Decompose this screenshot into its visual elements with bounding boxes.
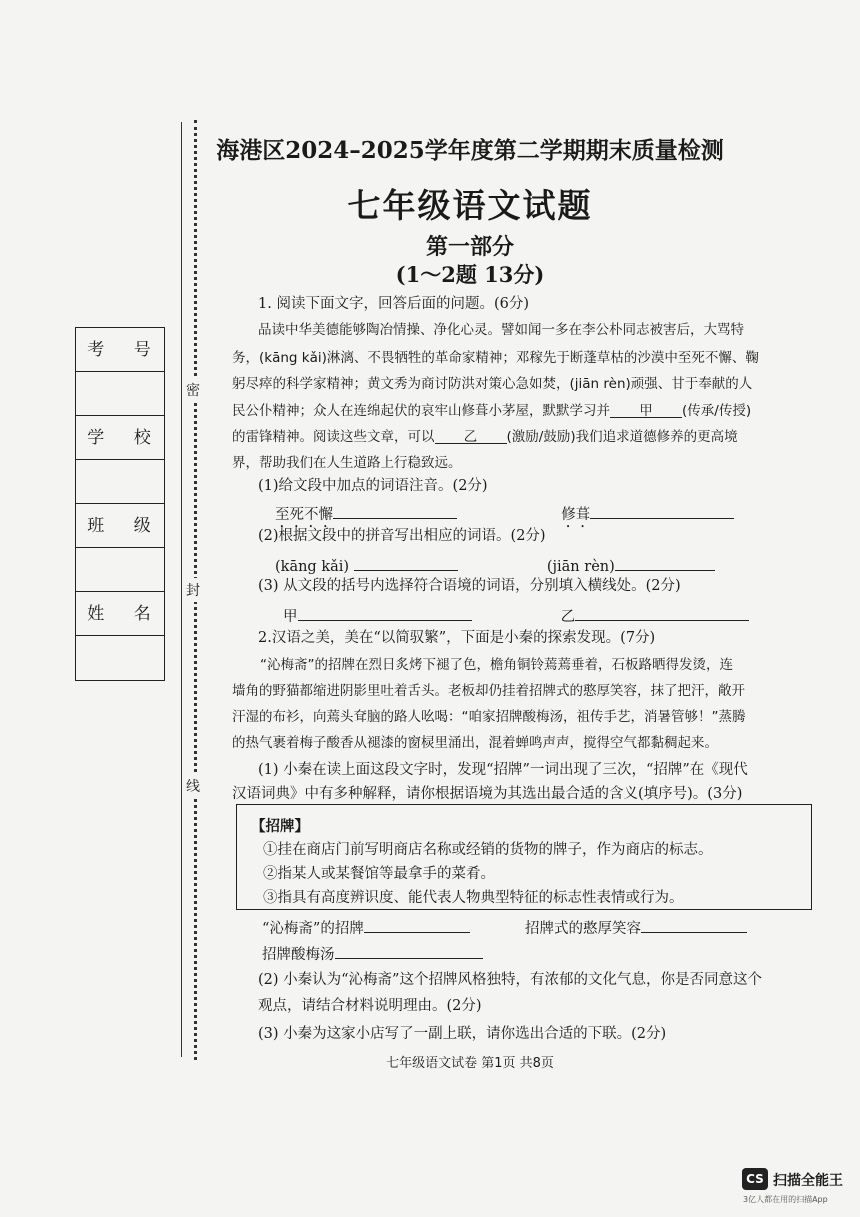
q1-passage-line5-choice: (激励/鼓励)我们追求道德修养的更高境 <box>506 429 738 445</box>
school-field[interactable] <box>76 460 164 504</box>
answer-a1[interactable] <box>364 916 470 933</box>
seal-char-mi: 密 <box>186 378 200 402</box>
definition-3: ③指具有高度辨识度、能代表人物典型特征的标志性表情或行为。 <box>263 890 684 906</box>
pinyin-jianren: (jiān rèn) <box>546 559 615 575</box>
q1-passage-line1: 品读中华美德能够陶冶情操、净化心灵。譬如闻一多在李公朴同志被害后，大骂特 <box>258 322 744 338</box>
exam-number-field[interactable] <box>76 372 164 416</box>
q2-sub2-line2: 观点，请结合材料说明理由。(2分) <box>258 998 482 1014</box>
name-label: 姓 名 <box>76 592 164 636</box>
name-field[interactable] <box>76 636 164 680</box>
q2-passage-line3: 汗湿的布衫，向蔫头耷脑的路人吆喝：“咱家招牌酸梅汤，祖传手艺，消暑管够！”蒸腾 <box>232 709 746 725</box>
answer-a3[interactable] <box>335 942 483 959</box>
q2-sub1-line1: (1) 小秦在读上面这段文字时，发现“招牌”一词出现了三次，“招牌”在《现代 <box>258 762 748 778</box>
definition-1: ①挂在商店门前写明商店名称或经销的货物的牌子，作为商店的标志。 <box>263 842 713 858</box>
phrase-zhaopaishi-xiaorong: 招牌式的憨厚笑容 <box>525 921 642 937</box>
camscanner-tagline: 3亿人都在用的扫描App <box>743 1195 828 1204</box>
class-label: 班 级 <box>76 504 164 548</box>
q1-passage-line2: 务，(kāng kǎi)淋漓、不畏牺牲的革命家精神；邓稼先于断蓬草枯的沙漠中至死不懈、鞠 <box>232 350 759 366</box>
q2-passage-line2: 墙角的野猫都缩进阴影里吐着舌头。老板却仍挂着招牌式的憨厚笑容，抹了把汗，敞开 <box>232 683 745 699</box>
seal-solid-line <box>181 122 182 1057</box>
student-info-table <box>75 327 165 681</box>
definition-2: ②指某人或某餐馆等最拿手的菜肴。 <box>263 866 495 882</box>
q2-sub3: (3) 小秦为这家小店写了一副上联，请你选出合适的下联。(2分) <box>258 1026 667 1042</box>
answer-xiuqi[interactable] <box>590 502 734 519</box>
school-label: 学 校 <box>76 416 164 460</box>
definition-box <box>236 804 812 910</box>
seal-char-xian: 线 <box>186 774 200 798</box>
q1-passage-line5 <box>232 427 812 447</box>
subject-title: 七年级语文试题 <box>347 186 593 225</box>
q1-passage-line4 <box>232 401 812 421</box>
label-jia: 甲 <box>283 609 298 625</box>
q1-sub3-answers <box>283 604 860 627</box>
class-field[interactable] <box>76 548 164 592</box>
part-range: (1～2题 13分) <box>395 262 545 287</box>
answer-kangkai[interactable] <box>354 554 458 571</box>
camscanner-name: 扫描全能王 <box>773 1173 843 1189</box>
q1-sub3: (3) 从文段的括号内选择符合语境的词语，分别填入横线处。(2分) <box>258 578 681 594</box>
exam-number-label: 考 号 <box>76 328 164 372</box>
word-zhisibuxie: 至死不懈 <box>275 507 333 523</box>
q1-sub1: (1)给文段中加点的词语注音。(2分) <box>258 478 488 494</box>
answer-jianren[interactable] <box>615 554 715 571</box>
page-footer: 七年级语文试卷 第1页 共8页 <box>386 1056 554 1071</box>
q2-passage-line4: 的热气裹着梅子酸香从褪漆的窗棂里涌出，混着蝉鸣声声，搅得空气都黏稠起来。 <box>232 735 718 751</box>
phrase-qinmeizhai-zhaopai: “沁梅斋”的招牌 <box>262 921 364 937</box>
q2-passage-line1: “沁梅斋”的招牌在烈日炙烤下褪了色，檐角铜铃蔫蔫垂着，石板路晒得发烫，连 <box>260 657 733 673</box>
part-title: 第一部分 <box>425 234 514 260</box>
answer-zhisibuxie[interactable] <box>333 502 457 519</box>
phrase-zhaopai-suanmeitang: 招牌酸梅汤 <box>262 947 335 963</box>
q1-sub2-answers <box>275 554 855 577</box>
answer-yi[interactable] <box>575 604 749 621</box>
label-yi: 乙 <box>560 609 576 625</box>
q1-passage-line4-text: 民公仆精神；众人在连绵起伏的哀牢山修葺小茅屋，默默学习并 <box>232 403 610 419</box>
blank-jia[interactable]: 甲 <box>610 401 682 418</box>
q2-sub1-answers-row1 <box>262 916 842 939</box>
pinyin-kangkai: (kāng kǎi) <box>275 559 350 575</box>
answer-jia[interactable] <box>298 604 472 621</box>
q2-sub1-line2: 汉语词典》中有多种解释，请你根据语境为其选出最合适的含义(填序号)。(3分) <box>232 786 743 802</box>
camscanner-logo-icon: CS <box>742 1168 768 1190</box>
q1-sub2: (2)根据文段中的拼音写出相应的词语。(2分) <box>258 528 546 544</box>
q2-sub2-line1: (2) 小秦认为“沁梅斋”这个招牌风格独特，有浓郁的文化气息，你是否同意这个 <box>258 972 762 988</box>
q1-passage-line4-choice: (传承/传授) <box>682 403 752 419</box>
q2-sub1-answers-row2 <box>262 942 842 965</box>
seal-char-feng: 封 <box>186 578 200 602</box>
answer-a2[interactable] <box>641 916 747 933</box>
q1-stem: 1. 阅读下面文字，回答后面的问题。(6分) <box>258 296 529 312</box>
blank-yi[interactable]: 乙 <box>435 427 507 444</box>
definition-title: 【招牌】 <box>251 818 309 835</box>
word-xiuqi: 修葺 <box>561 507 591 523</box>
exam-title: 海港区2024–2025学年度第二学期期末质量检测 <box>216 137 724 164</box>
q1-passage-line5-text: 的雷锋精神。阅读这些文章，可以 <box>232 429 435 445</box>
q2-stem: 2.汉语之美，美在“以简驭繁”，下面是小秦的探索发现。(7分) <box>258 630 656 646</box>
q1-passage-line3: 躬尽瘁的科学家精神；黄文秀为商讨防洪对策心急如焚，(jiān rèn)顽强、甘于奉献的人 <box>232 376 753 392</box>
q1-passage-line6: 界，帮助我们在人生道路上行稳致远。 <box>232 455 462 471</box>
